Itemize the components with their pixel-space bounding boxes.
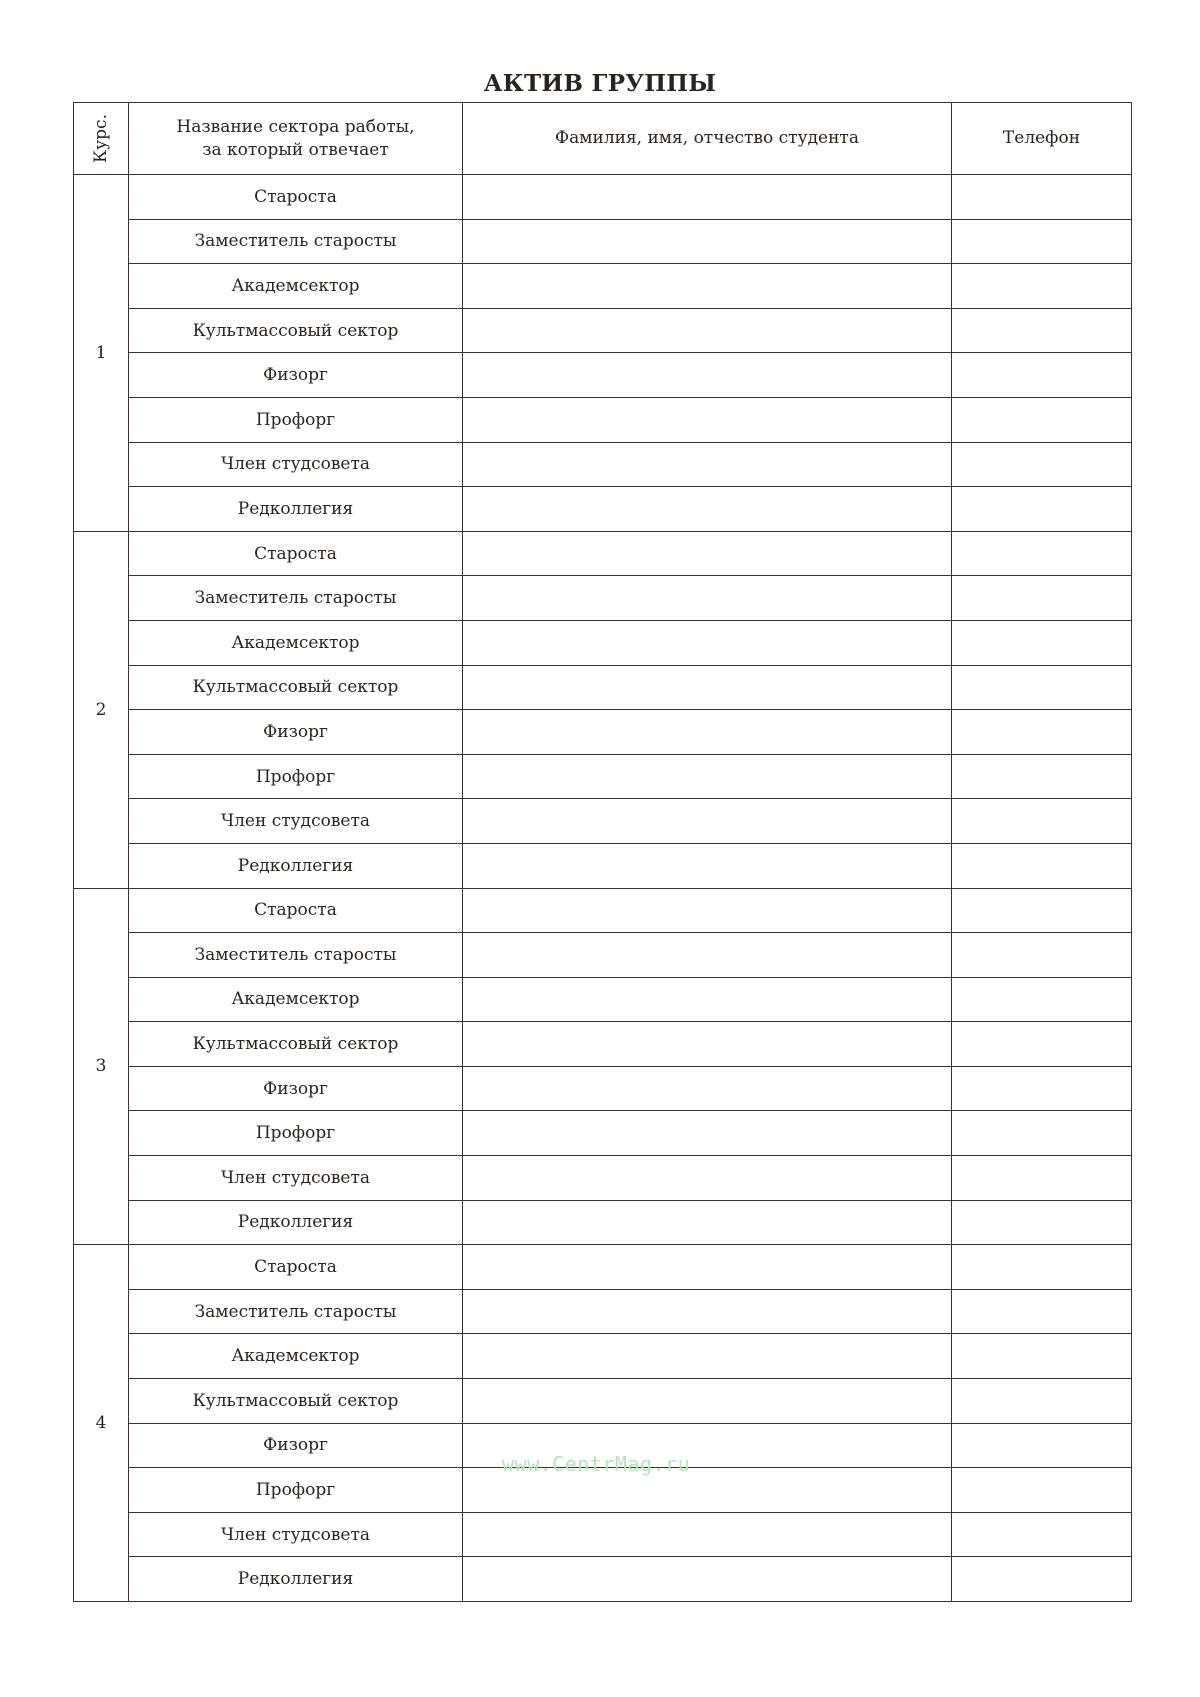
- sector-name: Культмассовый сектор: [129, 308, 463, 353]
- phone-cell[interactable]: [952, 1557, 1132, 1602]
- table-row: [74, 1245, 1132, 1290]
- sector-name: Редколлегия: [129, 843, 463, 888]
- sector-name: Профорг: [129, 397, 463, 442]
- table-row: [74, 219, 1132, 264]
- sector-name: Культмассовый сектор: [129, 1379, 463, 1424]
- sector-name: Заместитель старосты: [129, 933, 463, 978]
- phone-cell[interactable]: [952, 799, 1132, 844]
- header-course: [74, 103, 129, 175]
- student-name-cell[interactable]: [463, 710, 952, 755]
- student-name-cell[interactable]: [463, 576, 952, 621]
- student-name-cell[interactable]: [463, 799, 952, 844]
- phone-cell[interactable]: [952, 531, 1132, 576]
- table-row: [74, 442, 1132, 487]
- sector-name: Староста: [129, 1245, 463, 1290]
- course-number: 3: [74, 888, 129, 1245]
- sector-name: Редколлегия: [129, 1557, 463, 1602]
- table-row: [74, 888, 1132, 933]
- table-row: [74, 487, 1132, 532]
- phone-cell[interactable]: [952, 710, 1132, 755]
- sector-name: Профорг: [129, 754, 463, 799]
- sector-name: Культмассовый сектор: [129, 1022, 463, 1067]
- student-name-cell[interactable]: [463, 442, 952, 487]
- student-name-cell[interactable]: [463, 353, 952, 398]
- course-number: 4: [74, 1245, 129, 1602]
- sector-name: Член студсовета: [129, 1156, 463, 1201]
- sector-name: Физорг: [129, 710, 463, 755]
- header-sector: [129, 103, 463, 175]
- table-row: [74, 710, 1132, 755]
- table-row: [74, 754, 1132, 799]
- table-row: [74, 576, 1132, 621]
- sector-name: Профорг: [129, 1111, 463, 1156]
- student-name-cell[interactable]: [463, 531, 952, 576]
- phone-cell[interactable]: [952, 1066, 1132, 1111]
- sector-name: Физорг: [129, 353, 463, 398]
- phone-cell[interactable]: [952, 933, 1132, 978]
- student-name-cell[interactable]: [463, 1379, 952, 1424]
- phone-cell[interactable]: [952, 1379, 1132, 1424]
- table-row: [74, 799, 1132, 844]
- student-name-cell[interactable]: [463, 1156, 952, 1201]
- phone-cell[interactable]: [952, 576, 1132, 621]
- phone-cell[interactable]: [952, 1334, 1132, 1379]
- phone-cell[interactable]: [952, 1200, 1132, 1245]
- table-row: [74, 1289, 1132, 1334]
- student-name-cell[interactable]: [463, 1200, 952, 1245]
- table-row: [74, 1557, 1132, 1602]
- phone-cell[interactable]: [952, 1156, 1132, 1201]
- phone-cell[interactable]: [952, 1022, 1132, 1067]
- student-name-cell[interactable]: [463, 754, 952, 799]
- table-row: [74, 1334, 1132, 1379]
- phone-cell[interactable]: [952, 308, 1132, 353]
- student-name-cell[interactable]: [463, 1066, 952, 1111]
- student-name-cell[interactable]: [463, 264, 952, 309]
- table-row: [74, 1066, 1132, 1111]
- student-name-cell[interactable]: [463, 1022, 952, 1067]
- student-name-cell[interactable]: [463, 487, 952, 532]
- sector-name: Член студсовета: [129, 442, 463, 487]
- sector-name: Член студсовета: [129, 1512, 463, 1557]
- header-course-label: Курс.: [90, 114, 111, 163]
- student-name-cell[interactable]: [463, 888, 952, 933]
- group-activists-table: [73, 102, 1132, 1602]
- phone-cell[interactable]: [952, 1245, 1132, 1290]
- course-number: 1: [74, 175, 129, 532]
- header-student-name: Фамилия, имя, отчество студента: [463, 103, 952, 175]
- sector-name: Академсектор: [129, 977, 463, 1022]
- phone-cell[interactable]: [952, 353, 1132, 398]
- course-number: 2: [74, 531, 129, 888]
- sector-name: Староста: [129, 888, 463, 933]
- phone-cell[interactable]: [952, 977, 1132, 1022]
- header-sector-line1: Название сектора работы,: [176, 116, 415, 137]
- student-name-cell[interactable]: [463, 977, 952, 1022]
- phone-cell[interactable]: [952, 1468, 1132, 1513]
- phone-cell[interactable]: [952, 665, 1132, 710]
- phone-cell[interactable]: [952, 754, 1132, 799]
- table-row: [74, 1111, 1132, 1156]
- phone-cell[interactable]: [952, 888, 1132, 933]
- table-row: [74, 620, 1132, 665]
- sector-name: Академсектор: [129, 1334, 463, 1379]
- sector-name: Редколлегия: [129, 1200, 463, 1245]
- phone-cell[interactable]: [952, 843, 1132, 888]
- student-name-cell[interactable]: [463, 308, 952, 353]
- table-row: [74, 1512, 1132, 1557]
- phone-cell[interactable]: [952, 620, 1132, 665]
- header-phone: Телефон: [952, 103, 1132, 175]
- sector-name: Член студсовета: [129, 799, 463, 844]
- student-name-cell[interactable]: [463, 665, 952, 710]
- table-row: [74, 353, 1132, 398]
- phone-cell[interactable]: [952, 1289, 1132, 1334]
- phone-cell[interactable]: [952, 487, 1132, 532]
- table-row: [74, 843, 1132, 888]
- sector-name: Староста: [129, 531, 463, 576]
- sector-name: Заместитель старосты: [129, 219, 463, 264]
- sector-name: Академсектор: [129, 620, 463, 665]
- phone-cell[interactable]: [952, 175, 1132, 220]
- student-name-cell[interactable]: [463, 1289, 952, 1334]
- sector-name: Культмассовый сектор: [129, 665, 463, 710]
- student-name-cell[interactable]: [463, 175, 952, 220]
- table-row: [74, 1200, 1132, 1245]
- table-row: [74, 977, 1132, 1022]
- student-name-cell[interactable]: [463, 1111, 952, 1156]
- table-row: [74, 531, 1132, 576]
- sector-name: Физорг: [129, 1066, 463, 1111]
- header-row: [74, 103, 1132, 175]
- phone-cell[interactable]: [952, 1512, 1132, 1557]
- student-name-cell[interactable]: [463, 1557, 952, 1602]
- sector-name: Заместитель старосты: [129, 1289, 463, 1334]
- table-row: [74, 308, 1132, 353]
- sector-name: Профорг: [129, 1468, 463, 1513]
- student-name-cell[interactable]: [463, 843, 952, 888]
- phone-cell[interactable]: [952, 264, 1132, 309]
- phone-cell[interactable]: [952, 1111, 1132, 1156]
- table-row: [74, 1022, 1132, 1067]
- student-name-cell[interactable]: [463, 397, 952, 442]
- student-name-cell[interactable]: [463, 1334, 952, 1379]
- table-row: [74, 175, 1132, 220]
- student-name-cell[interactable]: [463, 933, 952, 978]
- header-sector-line2: за который отвечает: [202, 139, 389, 160]
- phone-cell[interactable]: [952, 1423, 1132, 1468]
- sector-name: Физорг: [129, 1423, 463, 1468]
- table-row: [74, 665, 1132, 710]
- sector-name: Заместитель старосты: [129, 576, 463, 621]
- student-name-cell[interactable]: [463, 620, 952, 665]
- student-name-cell[interactable]: [463, 1245, 952, 1290]
- phone-cell[interactable]: [952, 219, 1132, 264]
- page-title: АКТИВ ГРУППЫ: [483, 70, 717, 97]
- watermark: www.CentrMag.ru: [502, 1452, 691, 1476]
- table-row: [74, 1379, 1132, 1424]
- student-name-cell[interactable]: [463, 219, 952, 264]
- table-row: [74, 397, 1132, 442]
- sector-name: Староста: [129, 175, 463, 220]
- sector-name: Академсектор: [129, 264, 463, 309]
- student-name-cell[interactable]: [463, 1512, 952, 1557]
- table-row: [74, 933, 1132, 978]
- sector-name: Редколлегия: [129, 487, 463, 532]
- phone-cell[interactable]: [952, 397, 1132, 442]
- table-row: [74, 1156, 1132, 1201]
- phone-cell[interactable]: [952, 442, 1132, 487]
- table-row: [74, 264, 1132, 309]
